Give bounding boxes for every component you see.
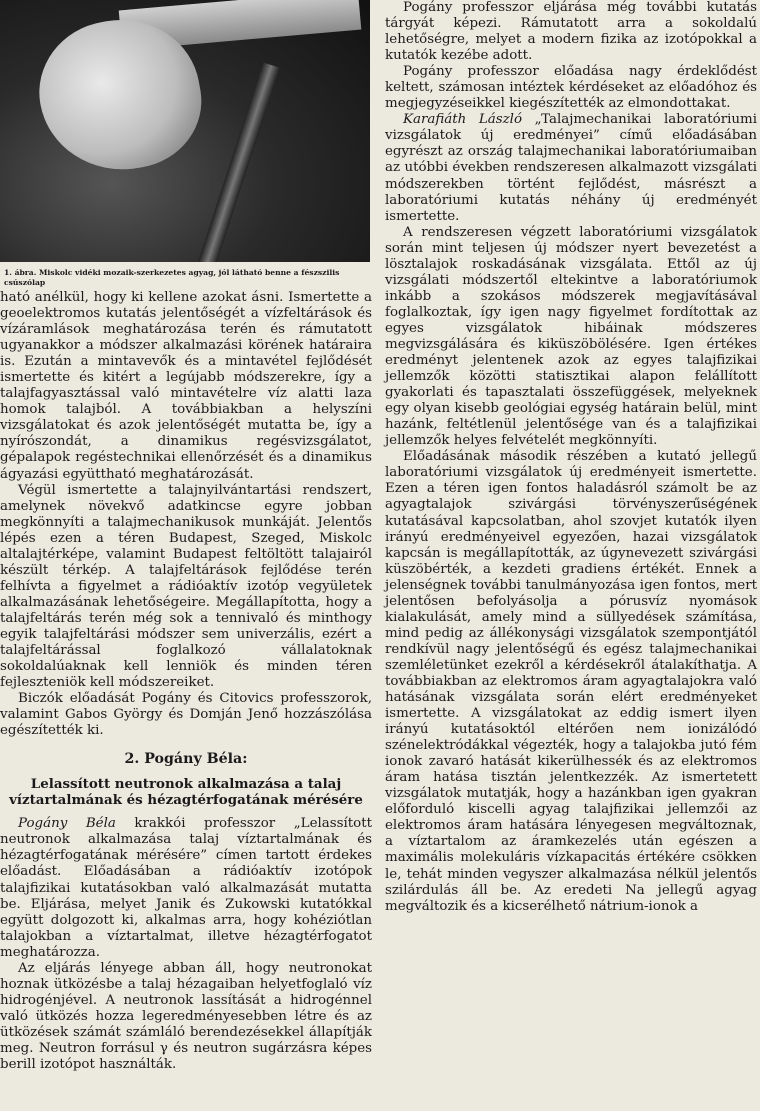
paragraph: Előadásának második részében a kutató jellegű laboratóriumi vizsgálatok új eredményeit ismertette. Ezen a téren igen fontos haladásról számolt be az agyagtalajok szivárgási törvényszerűségének kutatásával kapcsolatban, ahol szovjet kutatók ilyen irányú eredményeivel egyezően, hazai vizsgálatok kapcsán is megállapították, az úgynevezett szivárgási küszöbérték, a kezdeti gradiens értékét. Ennek a jelenségnek további tanulmányozása igen fontos, mert jelentősen befolyásolja a pórusvíz nyomások kialakulását, amely mind a süllyedések számítása, mind pedig az állékonysági vizsgálatok szempontjától rendkívül nagy jelentőségű és egész talajmechanikai szemléletünket ezekről a kérdésekről átalakíthatja. A továbbiakban az elektromos áram agyagtalajokra való hatásának vizsgálata során elért eredményeket ismertette. A vizsgálatokat az eddig ismert ilyen irányú kutatásoktól eltérően nem ionizálódó szénelektródákkal végezték, hogy a talajokba jutó fém ionok zavaró hatását kikerülhessék és az elektromos áram hatása tisztán jelentkezzék. Az ismertetett vizsgálatok mutatják, hogy a hazánkban igen gyakran előforduló kiscelli agyag talajfizikai jellemzői az elektromos áram hatására lényegesen megváltoznak, a víztartalom az áramkezelés után egészen a maximális molekuláris vízkapacitás értékére csökken le, tehát minden vegyszer alkalmazása nélkül jelentős szilárdulás áll be. Az eredeti Na jellegű agyag megváltozik és a kicserélhető nátrium-ionok a <box>385 449 757 914</box>
section-subheading: Lelassított neutronok alkalmazása a talaj víztartalmának és hézagtérfogatának mérésére <box>9 776 363 809</box>
right-column <box>385 0 757 915</box>
paragraph-text: „Talajmechanikai laboratóriumi vizsgálatok új eredményei” című előadásában egyrészt az ország talajmechanikai laboratóriumaiban az utóbbi években rendszeresen alkalmazott vizsgálati módszerekben történt fejlődést, másrészt a laboratóriumi kutatás néhány új eredményét ismertette. <box>385 112 757 224</box>
paragraph: Végül ismertette a talajnyilvántartási rendszert, amelynek növekvő adatkincse egyre jobban megkönnyíti a talajmechanikusok munkáját. Jelentős lépés ezen a téren Budapest, Szeged, Miskolc altalajtérképe, valamint Budapest feltöltött talajairól készült térkép. A talajfeltárások fejlődése terén felhívta a figyelmet a rádióaktív izotóp vegyületek alkalmazásának lehetőségeire. Megállapította, hogy a talajfeltárás terén még sok a tennivaló és minthogy egyik talajfeltárási módszer sem univerzális, ezért a talajfeltárással foglalkozó vállalatoknak sokoldalúaknak kell lenniök és minden téren fejleszteniök kell módszereiket. <box>0 482 372 691</box>
figure-caption: 1. ábra. Miskolc vidéki mozaik-szerkezetes agyag, jól látható benne a fészszilis csúszólap <box>4 268 340 287</box>
paragraph: Biczók előadását Pogány és Citovics professzorok, valamint Gabos György és Domján Jenő hozzászólása egészítették ki. <box>0 691 372 739</box>
paragraph: ható anélkül, hogy ki kellene azokat ásni. Ismertette a geoelektromos kutatás jelentőségét a vízfeltárások és vízáramlások meghatározása terén és rámutatott ugyanakkor a módszer alkalmazási körének határaira is. Ezután a mintavevők és a mintavétel fejlődését ismertette és kitért a legújabb módszerekre, így a talajfagyasztással való mintavételre víz alatti laza homok talajból. A továbbiakban a helyszíni vizsgálatokat és azok jelentőségét mutatta be, így a nyírószondát, a dinamikus regésvizsgálatot, gépalapok regéstechnikai ellenőrzését és a dinamikus ágyazási együttható meghatározását. <box>0 290 372 482</box>
paragraph: Pogány professzor előadása nagy érdeklődést keltett, számosan intéztek kérdéseket az előadóhoz és megjegyzéseikkel kiegészítették az elmondottakat. <box>385 64 757 112</box>
left-column <box>0 0 372 1073</box>
figure-photo <box>0 0 370 262</box>
paragraph <box>385 112 757 224</box>
paragraph: Az eljárás lényege abban áll, hogy neutronokat hoznak ütközésbe a talaj hézagaiban helyetfoglaló víz hidrogénjével. A neutronok lassítását a hidrogénnel való ütközés hozza legeredményesebben létre és az ütközések számát számláló berendezésekkel állapítják meg. Neutron forrásul γ és neutron sugárzásra képes berill izotópot használták. <box>0 960 372 1073</box>
section-heading: 2. Pogány Béla: <box>124 751 248 768</box>
author-name: Pogány Béla <box>18 816 116 832</box>
paragraph-text: krakkói professzor „Lelassított neutronok alkalmazása talaj víztartalmának és hézagtérfogatának mérésére” címen tartott érdekes előadást. Előadásában a rádióaktív izotópok talajfizikai kutatásokban való alkalmazását mutatta be. Eljárása, melyet Janik és Zukowski kutatókkal együtt dolgozott ki, alkalmas arra, hogy kohéziótlan talajokban a víztartalmat, illetve hézagtérfogatot meghatározza. <box>0 816 372 960</box>
paragraph: Pogány professzor eljárása még további kutatás tárgyát képezi. Rámutatott arra a sokoldalú lehetőségre, melyet a modern fizika az izotópokkal a kutatók kezébe adott. <box>385 0 757 64</box>
paragraph <box>0 816 372 960</box>
paragraph: A rendszeresen végzett laboratóriumi vizsgálatok során mint teljesen új módszer nyert bevezetést a lösztalajok roskadásának vizsgálata. Ettől az új vizsgálati módszertől eltekintve a laboratóriumok inkább a szokásos módszerek megjavításával foglalkoztak, így igen nagy figyelmet fordítottak az egyes vizsgálatok hibáinak módszeres megvizsgálására és kiküszöbölésére. Igen értékes eredményt jelentenek azok az egyes talajfizikai jellemzők közötti statisztikai alapon felállított gyakorlati és tapasztalati összefüggések, melyeknek egy olyan kisebb geológiai egység határain belül, mint hazánk, feltétlenül jelentősége van és a talajfizikai jellemzők helyes felvételét megkönnyíti. <box>385 224 757 449</box>
author-name: Karafiáth László <box>403 112 523 128</box>
